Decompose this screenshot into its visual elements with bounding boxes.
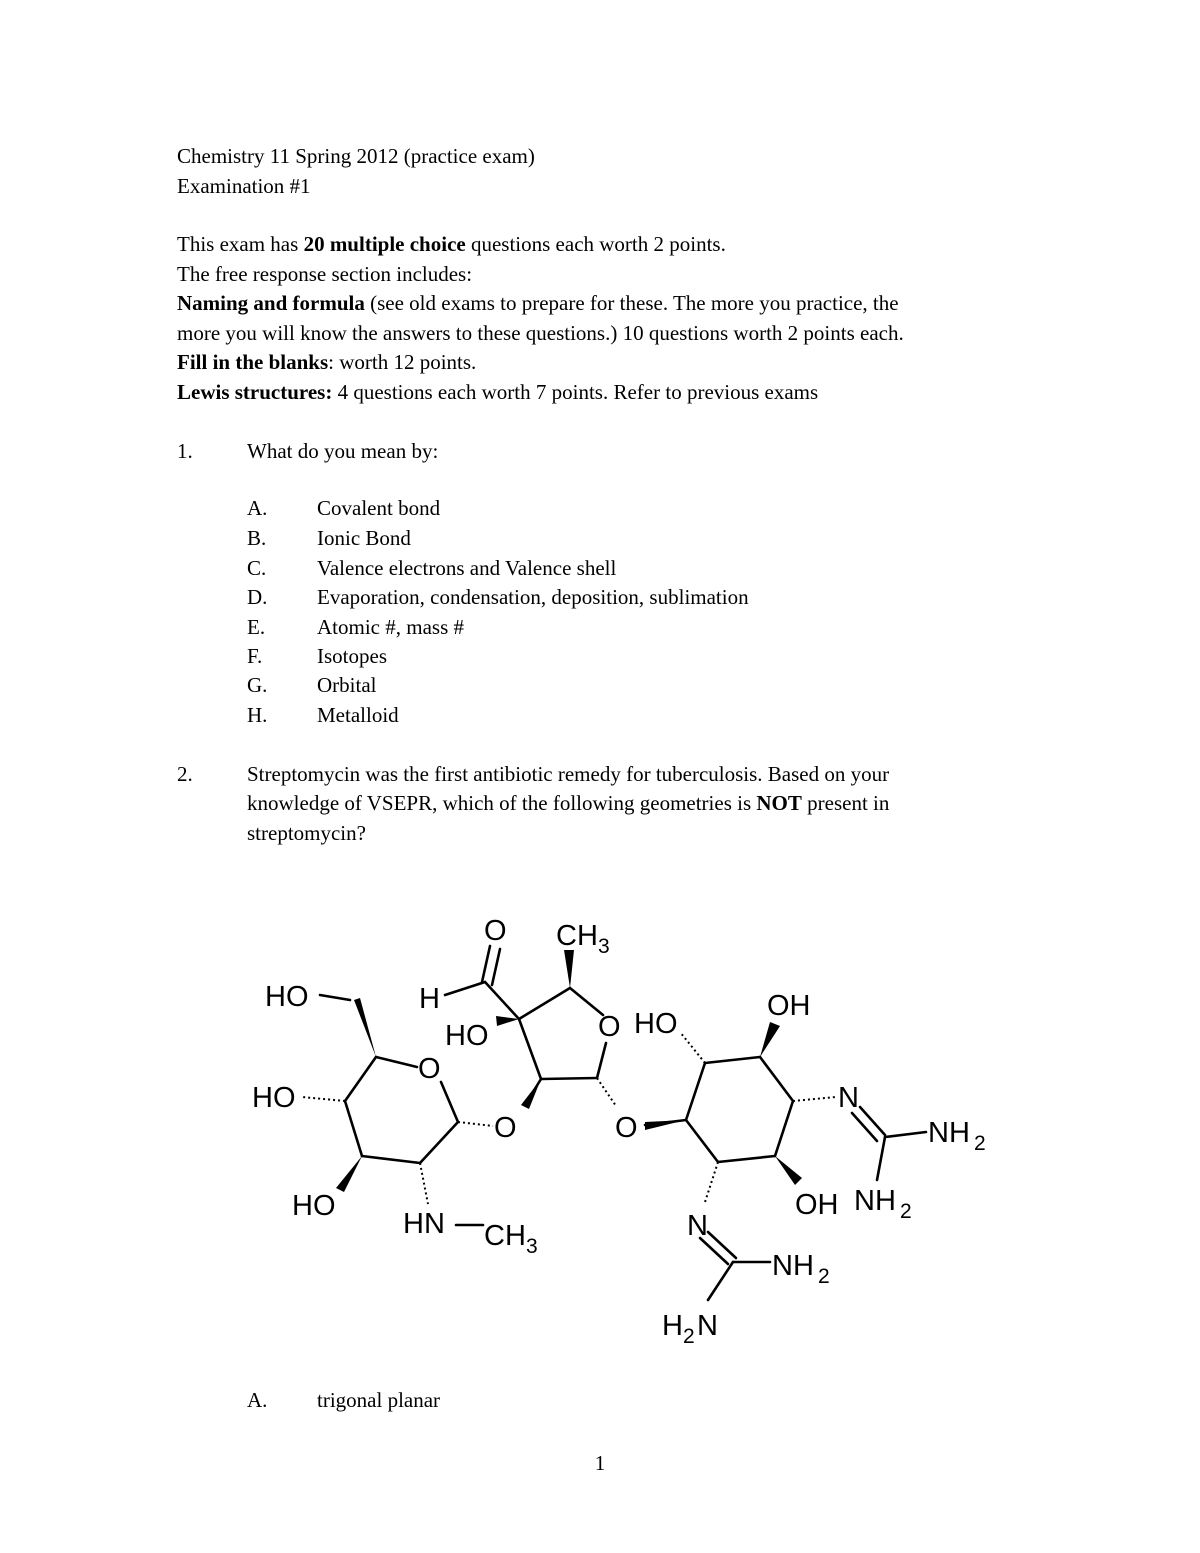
q2-option-text: trigonal planar — [317, 1388, 441, 1412]
q1-item-letter: C. — [247, 556, 267, 580]
atom-subscript: 2 — [683, 1325, 695, 1348]
q1-item-text: Metalloid — [317, 703, 399, 727]
q2-option-letter: A. — [247, 1388, 268, 1412]
atom-subscript: 3 — [598, 935, 610, 958]
wedge-bonds — [336, 950, 802, 1192]
atom-label-n: N — [697, 1310, 718, 1342]
atom-label-h: H — [419, 983, 440, 1015]
q1-item-text: Isotopes — [317, 644, 387, 668]
q2-text: knowledge of VSEPR, which of the following geometries is — [247, 791, 757, 815]
q1-item-letter: G. — [247, 673, 268, 697]
atom-subscript: 3 — [526, 1235, 538, 1258]
atom-label-ho: HO — [634, 1008, 678, 1040]
intro-text: questions each worth 2 points. — [465, 232, 726, 256]
atom-label-o: O — [615, 1112, 638, 1144]
atom-label-hn: HN — [403, 1208, 445, 1240]
q2-bold: NOT — [756, 791, 802, 815]
intro-bold: Fill in the blanks — [177, 350, 329, 374]
atom-subscript: 2 — [974, 1132, 986, 1155]
atom-subscript: 2 — [900, 1200, 912, 1223]
atom-label-nh: NH — [772, 1250, 814, 1282]
atom-subscript: 2 — [818, 1265, 830, 1288]
atom-label-ho: HO — [252, 1082, 296, 1114]
question-1-number: 1. — [177, 439, 193, 463]
course-title: Chemistry 11 Spring 2012 (practice exam) — [177, 144, 535, 168]
intro-text: : worth 12 points. — [328, 350, 477, 374]
atom-label-oh: OH — [795, 1189, 839, 1221]
question-2-line-3: streptomycin? — [247, 821, 366, 845]
intro-text: This exam has — [177, 232, 304, 256]
question-2-number: 2. — [177, 762, 193, 786]
atom-label-oh: OH — [767, 990, 811, 1022]
exam-title: Examination #1 — [177, 174, 311, 198]
q1-item-text: Ionic Bond — [317, 526, 411, 550]
q1-item-text: Valence electrons and Valence shell — [317, 556, 617, 580]
q1-item-letter: H. — [247, 703, 268, 727]
intro-text: 4 questions each worth 7 points. Refer to previous exams — [332, 380, 819, 404]
q1-item-letter: A. — [247, 496, 268, 520]
atom-label-o: O — [418, 1053, 441, 1085]
atom-label-o: O — [598, 1011, 621, 1043]
q1-item-letter: D. — [247, 585, 268, 609]
intro-bold: Naming and formula — [177, 291, 365, 315]
q1-item-text: Atomic #, mass # — [317, 615, 464, 639]
intro-bold: Lewis structures: — [177, 380, 333, 404]
atom-label-ch: CH — [484, 1220, 526, 1252]
atom-label-n: N — [838, 1082, 859, 1114]
question-2-line-1: Streptomycin was the first antibiotic remedy for tuberculosis. Based on your — [247, 762, 890, 786]
q1-item-letter: B. — [247, 526, 267, 550]
atom-label-ho: HO — [445, 1020, 489, 1052]
atom-label-o: O — [484, 915, 507, 947]
q1-item-text: Evaporation, condensation, deposition, sublimation — [317, 585, 749, 609]
intro-text: (see old exams to prepare for these. The more you practice, the — [364, 291, 899, 315]
atom-label-ho: HO — [292, 1190, 336, 1222]
intro-line-2: The free response section includes: — [177, 262, 473, 286]
atom-label-o: O — [494, 1112, 517, 1144]
q2-text: present in — [801, 791, 890, 815]
atom-label-ch: CH — [556, 920, 598, 952]
page-number: 1 — [594, 1451, 606, 1475]
atom-label-n: N — [687, 1210, 708, 1242]
q1-item-letter: E. — [247, 615, 266, 639]
q1-item-letter: F. — [247, 644, 263, 668]
question-1-text: What do you mean by: — [247, 439, 439, 463]
intro-bold: 20 multiple choice — [303, 232, 466, 256]
atom-label-h: H — [662, 1310, 683, 1342]
atom-label-nh: NH — [854, 1185, 896, 1217]
intro-line-4: more you will know the answers to these questions.) 10 questions worth 2 points each. — [177, 321, 904, 345]
q1-item-text: Orbital — [317, 673, 377, 697]
q1-item-text: Covalent bond — [317, 496, 441, 520]
atom-label-nh: NH — [928, 1117, 970, 1149]
atom-label-ho: HO — [265, 981, 309, 1013]
